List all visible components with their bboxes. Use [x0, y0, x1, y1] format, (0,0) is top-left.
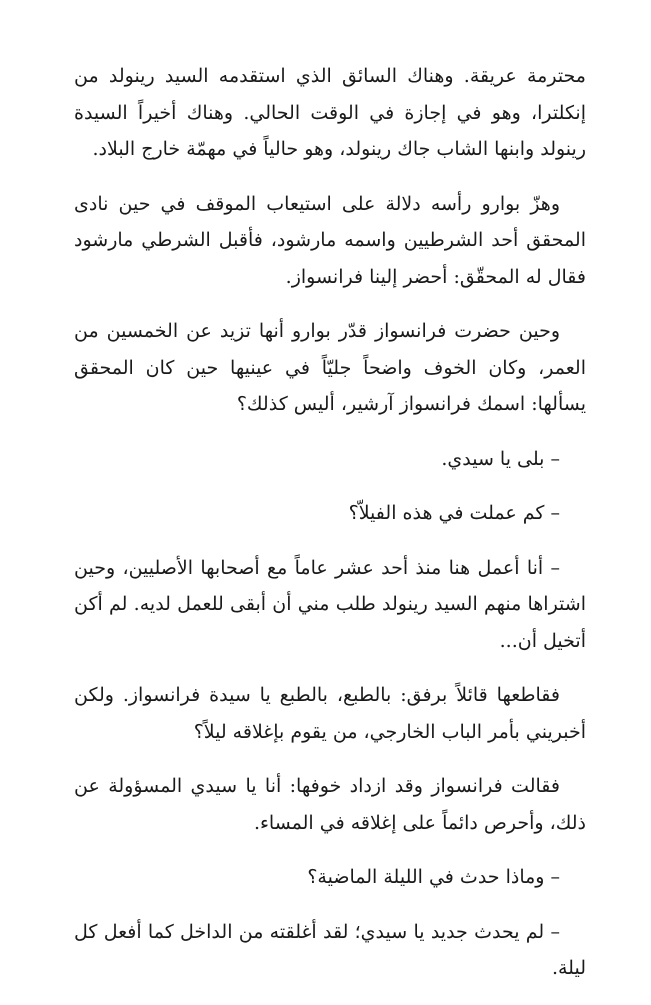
dialogue-line-2: – كم عملت في هذه الفيلاّ؟: [348, 502, 560, 524]
paragraph-5: فقالت فرانسواز وقد ازداد خوفها: أنا يا سيدي المسؤولة عن ذلك، وأحرص دائماً على إغلاقه في المساء.: [74, 775, 586, 834]
paragraph-1: محترمة عريقة. وهناك السائق الذي استقدمه السيد رينولد من إنكلترا، وهو في إجازة في الوقت الحالي. وهناك أخيراً السيدة رينولد وابنها الشاب جاك رينولد، وهو حالياً في مهمّة خارج البلاد.: [74, 65, 587, 160]
paragraph-2: وهزّ بوارو رأسه دلالة على استيعاب الموقف في حين نادى المحقق أحد الشرطيين واسمه مارشود، فأقبل الشرطي مارشود فقال له المحقّق: أحضر إلينا فرانسواز.: [74, 192, 586, 288]
dialogue-line-1: – بلى يا سيدي.: [441, 447, 560, 470]
book-page: [74, 58, 586, 1005]
paragraph-4: فقاطعها قائلاً برفق: بالطبع، بالطبع يا سيدة فرانسواز. ولكن أخبريني بأمر الباب الخارجي، من يقوم بإغلاقه ليلاً؟: [74, 684, 586, 743]
paragraph-3: وحين حضرت فرانسواز قدّر بوارو أنها تزيد عن الخمسين من العمر، وكان الخوف واضحاً جليّاً في عينيها حين كان المحقق يسألها: اسمك فرانسواز آرشير، أليس كذلك؟: [74, 320, 586, 415]
dialogue-line-4: – وماذا حدث في الليلة الماضية؟: [307, 866, 560, 888]
dialogue-line-5: – لم يحدث جديد يا سيدي؛ لقد أغلقته من الداخل كما أفعل كل ليلة.: [74, 920, 586, 979]
dialogue-line-3: – أنا أعمل هنا منذ أحد عشر عاماً مع أصحابها الأصليين، وحين اشتراها منهم السيد رينولد طلب مني أن أبقى للعمل لديه. لم أكن أتخيل أن...: [74, 556, 586, 652]
